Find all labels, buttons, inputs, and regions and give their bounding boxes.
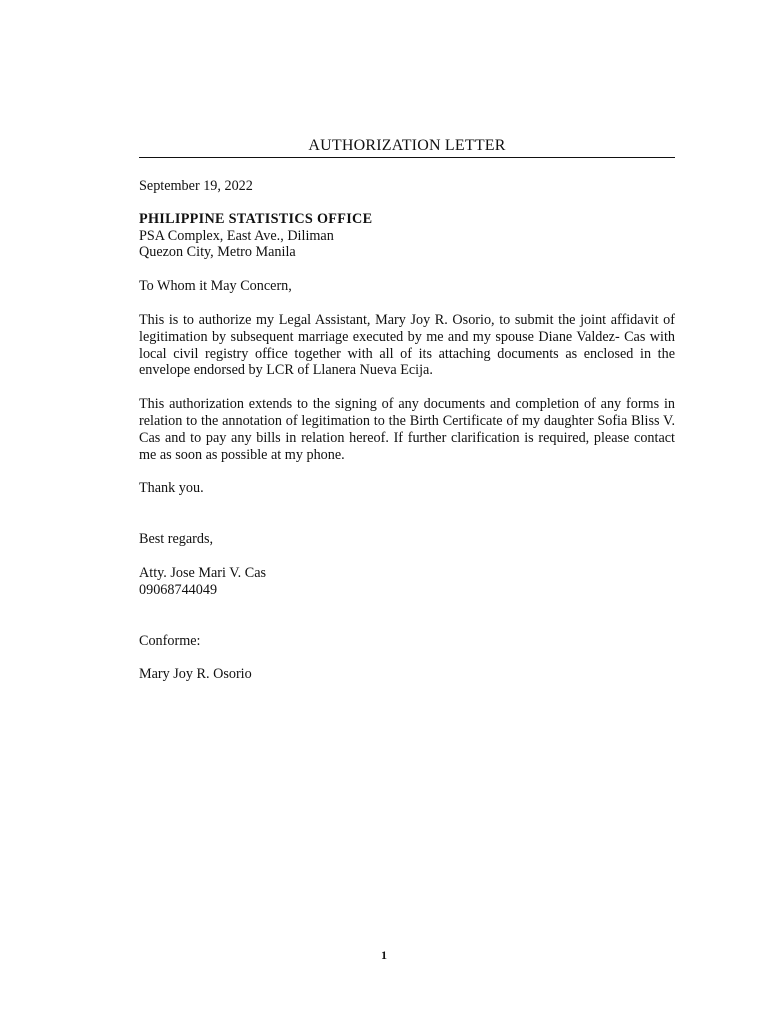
signer-block — [139, 565, 675, 599]
body-paragraph-2: This authorization extends to the signing of any documents and completion of any forms in relation to the annotation of legitimation to the Birth Certificate of my daughter Sofia Bliss V. Cas and to pay any bills in relation hereof. If further clarification is required, please contact me as soon as possible at my phone. — [139, 396, 675, 463]
letter-title: AUTHORIZATION LETTER — [308, 137, 506, 154]
recipient-name: PHILIPPINE STATISTICS OFFICE — [139, 210, 373, 227]
signer-phone: 09068744049 — [139, 581, 218, 598]
letter-date: September 19, 2022 — [139, 178, 253, 194]
title-underline — [139, 136, 675, 158]
recipient-address-line-1: PSA Complex, East Ave., Diliman — [139, 227, 334, 244]
salutation: To Whom it May Concern, — [139, 278, 292, 295]
recipient-address-block — [139, 211, 675, 261]
closing-line: Best regards, — [139, 531, 214, 548]
page-number: 1 — [381, 948, 387, 962]
conforme-label: Conforme: — [139, 632, 201, 649]
body-paragraph-1: This is to authorize my Legal Assistant, Mary Joy R. Osorio, to submit the joint affidavit of legitimation by subsequent marriage executed by me and my spouse Diane Valdez- Cas with local civil registry office together with all of its attaching documents as enclosed in the envelope endorsed by LCR of Llanera Nueva Ecija. — [139, 311, 675, 379]
recipient-address-line-2: Quezon City, Metro Manila — [139, 244, 296, 261]
letter-body — [139, 136, 675, 683]
thank-you-line: Thank you. — [139, 480, 204, 497]
conforme-name: Mary Joy R. Osorio — [139, 666, 252, 683]
signer-name: Atty. Jose Mari V. Cas — [139, 564, 267, 581]
